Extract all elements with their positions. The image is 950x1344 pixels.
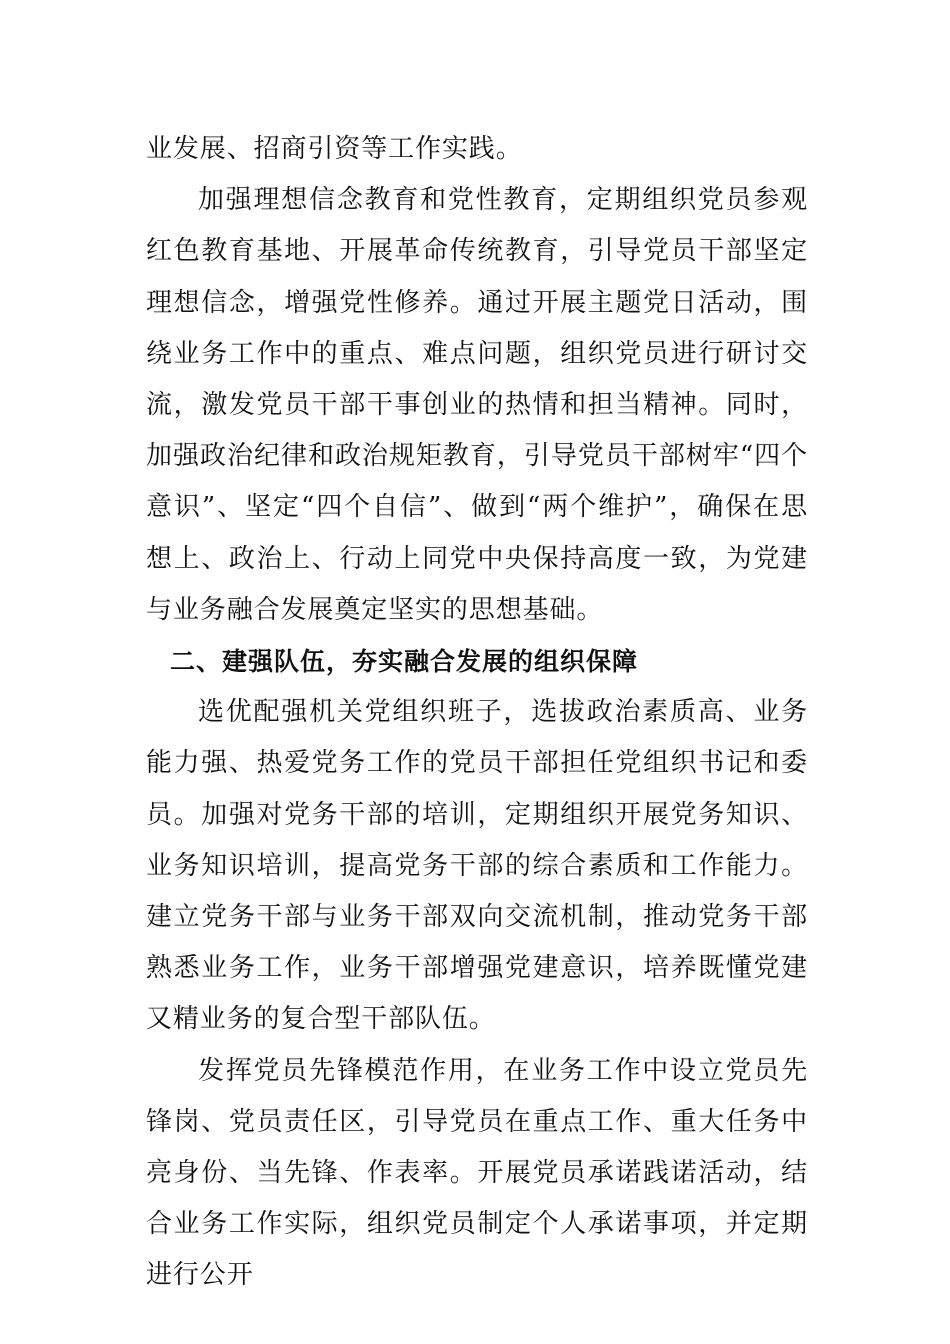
paragraph-team-building: 选优配强机关党组织班子，选拔政治素质高、业务能力强、热爱党务工作的党员干部担任党组织书记和委员。加强对党务干部的培训，定期组织开展党务知识、业务知识培训，提高党务干部的综合素质和工作能力。建立党务干部与业务干部双向交流机制，推动党务干部熟悉业务工作，业务干部增强党建意识，培养既懂党建又精业务的复合型干部队伍。	[146, 697, 808, 1035]
section-heading: 二、建强队伍，夯实融合发展的组织保障	[170, 647, 639, 677]
paragraph-continuation: 业发展、招商引资等工作实践。	[146, 134, 523, 164]
paragraph-vanguard-role: 发挥党员先锋模范作用，在业务工作中设立党员先锋岗、党员责任区，引导党员在重点工作、重大任务中亮身份、当先锋、作表率。开展党员承诺践诺活动，结合业务工作实际，组织党员制定个人承诺事项，并定期进行公开	[146, 1055, 808, 1291]
paragraph-ideals-education: 加强理想信念教育和党性教育，定期组织党员参观红色教育基地、开展革命传统教育，引导党员干部坚定理想信念，增强党性修养。通过开展主题党日活动，围绕业务工作中的重点、难点问题，组织党员进行研讨交流，激发党员干部干事创业的热情和担当精神。同时，加强政治纪律和政治规矩教育，引导党员干部树牢“四个意识”、坚定“四个自信”、做到“两个维护”，确保在思想上、政治上、行动上同党中央保持高度一致，为党建与业务融合发展奠定坚实的思想基础。	[146, 185, 808, 625]
document-body	[146, 124, 808, 1302]
